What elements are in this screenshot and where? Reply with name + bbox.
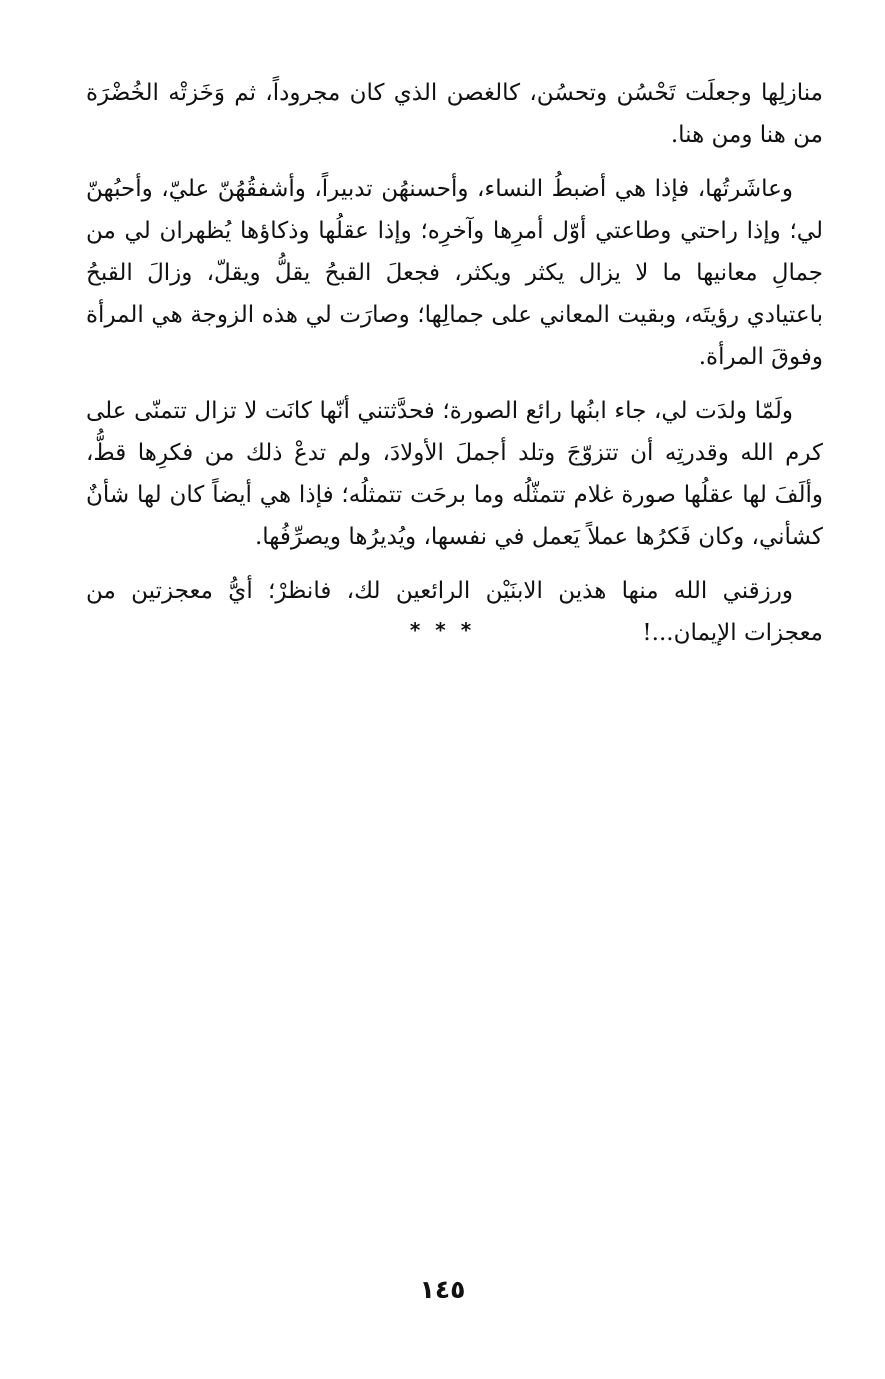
paragraph-1: منازلِها وجعلَت تَحْسُن وتحسُن، كالغصن الذي كان مجروداً، ثم وَخَزتْه الخُضْرَة من هنا ومن هنا. bbox=[86, 80, 823, 148]
page-number: ١٤٥ bbox=[419, 1275, 466, 1304]
section-separator: * * * bbox=[409, 618, 476, 642]
paragraph-4: ورزقني الله منها هذين الابنَيْن الرائعين لك، فانظرْ؛ أيُّ معجزتين من معجزات الإيمان...! bbox=[86, 578, 823, 646]
body-text bbox=[86, 72, 823, 666]
paragraph-3: ولَمّا ولدَت لي، جاء ابنُها رائع الصورة؛ فحدَّثتني أنّها كانَت لا تزال تتمنّى على كرم الله وقدرتِه أن تتزوّجَ وتلد أجملَ الأولادَ، ولم تدعْ ذلك من فكرِها قطُّ، وألَفَ لها عقلُها صورة غلام تتمثّلُه وما برحَت تتمثلُه؛ فإذا هي أيضاً كان لها شأنٌ كشأني، وكان فَكرُها عملاً يَعمل في نفسها، ويُديرُها ويصرِّفُها. bbox=[86, 398, 823, 550]
paragraph-2: وعاشَرتُها، فإذا هي أضبطُ النساء، وأحسنهُن تدبيراً، وأشفقُهُنّ عليّ، وأحبُهنّ لي؛ وإذا راحتي وطاعتي أوّل أمرِها وآخرِه؛ وإذا عقلُها وذكاؤها يُظهران لي من جمالِ معانيها ما لا يزال يكثر ويكثر، فجعلَ القبحُ يقلُّ ويقلّ، وزالَ القبحُ باعتيادي رؤيتَه، وبقيت المعاني على جمالِها؛ وصارَت لي هذه الزوجة هي المرأة وفوقَ المرأة. bbox=[86, 176, 823, 370]
